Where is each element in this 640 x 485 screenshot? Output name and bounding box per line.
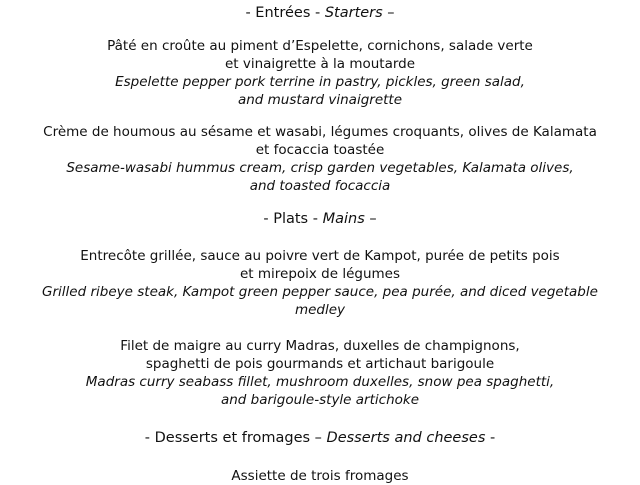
item-french-line: Crème de houmous au sésame et wasabi, légumes croquants, olives de Kalamata bbox=[43, 124, 597, 140]
item-english-line: and mustard vinaigrette bbox=[237, 92, 403, 108]
heading-prefix: - Desserts et fromages – bbox=[144, 430, 327, 446]
heading-english: Starters bbox=[324, 5, 383, 21]
item-french-line: Pâté en croûte au piment d’Espelette, cornichons, salade verte bbox=[107, 38, 533, 54]
item-french-line: et mirepoix de légumes bbox=[239, 266, 401, 282]
item-french-line: Filet de maigre au curry Madras, duxelles de champignons, bbox=[120, 338, 520, 354]
heading-english: Mains bbox=[322, 211, 365, 227]
menu-item-ribeye bbox=[0, 247, 640, 319]
section-heading-mains bbox=[0, 209, 640, 229]
heading-suffix: – bbox=[382, 5, 395, 21]
item-english-line: Espelette pepper pork terrine in pastry, pickles, green salad, bbox=[115, 74, 525, 90]
section-heading-starters bbox=[0, 3, 640, 23]
menu-item-seabass bbox=[0, 337, 640, 409]
item-french-line: et focaccia toastée bbox=[255, 142, 385, 158]
item-english-line: medley bbox=[294, 302, 346, 318]
item-french-line: et vinaigrette à la moutarde bbox=[224, 56, 416, 72]
heading-prefix: - Plats - bbox=[263, 211, 323, 227]
item-english-line: Sesame-wasabi hummus cream, crisp garden vegetables, Kalamata olives, bbox=[66, 160, 574, 176]
item-english-line: and toasted focaccia bbox=[249, 178, 391, 194]
section-heading-desserts bbox=[0, 428, 640, 448]
menu-item-hummus bbox=[0, 123, 640, 195]
item-english-line: Madras curry seabass fillet, mushroom duxelles, snow pea spaghetti, bbox=[85, 374, 555, 390]
heading-english: Desserts and cheeses bbox=[326, 430, 486, 446]
menu-item-terrine bbox=[0, 37, 640, 109]
item-french-line: Entrecôte grillée, sauce au poivre vert de Kampot, purée de petits pois bbox=[80, 248, 560, 264]
item-english-line: Grilled ribeye steak, Kampot green pepper sauce, pea purée, and diced vegetable bbox=[42, 284, 598, 300]
item-french-line: Assiette de trois fromages bbox=[231, 468, 409, 484]
item-french-line: spaghetti de pois gourmands et artichaut barigoule bbox=[145, 356, 495, 372]
item-english-line: and barigoule-style artichoke bbox=[220, 392, 420, 408]
heading-prefix: - Entrées - bbox=[245, 5, 325, 21]
heading-suffix: - bbox=[485, 430, 496, 446]
heading-suffix: – bbox=[364, 211, 377, 227]
menu-item-cheese-plate bbox=[0, 467, 640, 485]
